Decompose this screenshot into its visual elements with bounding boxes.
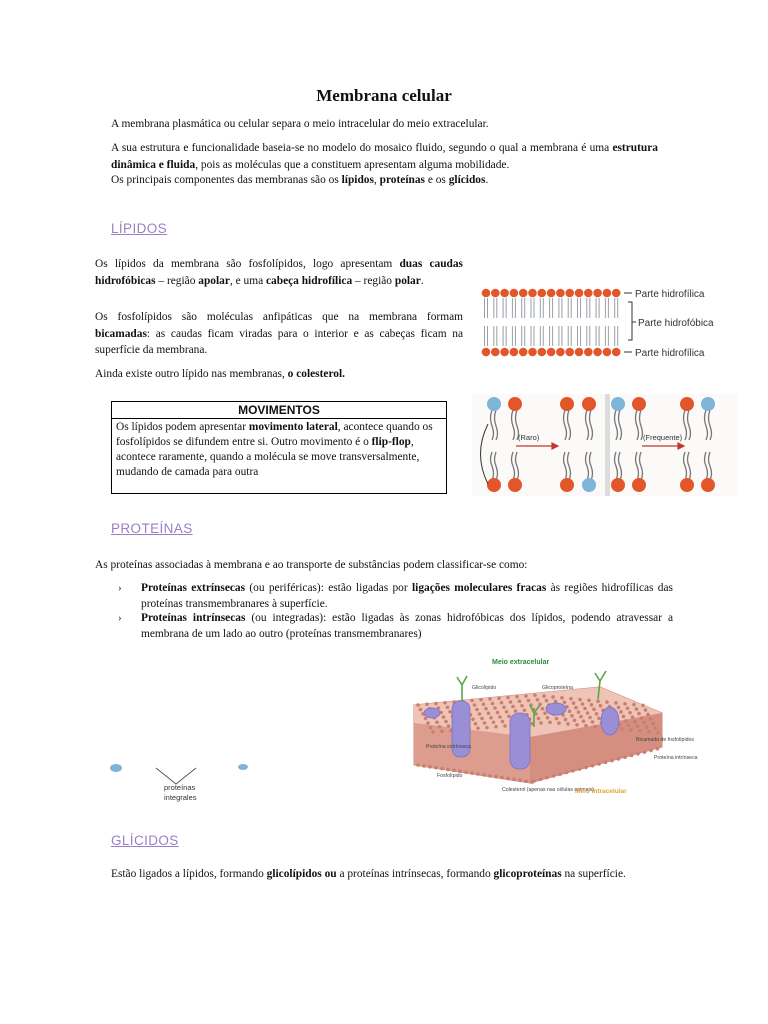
label-hydrophobic: Parte hidrofóbica (638, 318, 714, 329)
text: – região (352, 274, 395, 287)
glicidos-paragraph (111, 866, 677, 883)
movimentos-box (111, 401, 447, 494)
intro-bold: glícidos (448, 174, 486, 186)
bold: polar (394, 274, 421, 287)
bold: o colesterol. (287, 368, 346, 380)
intro-bold: proteínas (379, 174, 425, 186)
intro-bold: estrutura dinâmica e fluida (111, 142, 658, 171)
text: (ou periféricas): estão ligadas por (245, 582, 412, 594)
intro-bold: lípidos (341, 174, 374, 186)
bold: ligações moleculares fracas (411, 582, 547, 594)
text: Ainda existe outro lípido nas membranas, (95, 368, 288, 380)
integral-proteins-crop-figure (106, 762, 256, 806)
movimentos-heading: MOVIMENTOS (112, 402, 446, 419)
proteinas-bullet-list (0, 581, 768, 641)
bold: duas caudas hidrofóbicas (95, 258, 463, 287)
label-glicoproteina: Glicoproteína (542, 685, 573, 691)
label-proteinas: proteínas (164, 783, 196, 792)
label-bicamada: Bicamada de fosfolípidos (636, 737, 694, 743)
intro-text: . (485, 174, 489, 186)
text: , e uma (229, 274, 266, 287)
bold: Proteínas extrínsecas (141, 582, 246, 594)
lipidos-paragraph-1 (95, 256, 463, 289)
intro-paragraph-2 (111, 140, 658, 173)
phospholipid-bilayer-figure (478, 282, 740, 362)
proteinas-intro: As proteínas associadas à membrana e ao transporte de substâncias podem classificar-se como: (95, 559, 528, 571)
label-integrales: integrales (164, 793, 197, 802)
label-extrinseca: Proteína extrínseca (426, 744, 471, 750)
label-intrinseca: Proteína intrínseca (654, 755, 698, 761)
bilayer-molecules (482, 289, 621, 357)
text: Os lípidos da membrana são fosfolípidos, logo apresentam (95, 258, 400, 270)
bullet-mark: › (118, 612, 122, 624)
intro-text: , (373, 174, 380, 186)
text: – região (155, 274, 199, 287)
intro-paragraph-1: A membrana plasmática ou celular separa o meio intracelular do meio extracelular. (111, 118, 489, 130)
bullet-item-intrinsecas (141, 611, 673, 642)
text: Estão ligados a lípidos, formando (111, 868, 267, 880)
text: às regiões hidrofílicas das proteínas transmembranares à superfície. (141, 582, 673, 610)
label-fosfolipido: Fosfolípido (437, 773, 463, 779)
lipidos-paragraph-2 (95, 309, 463, 359)
bold: movimento lateral (248, 421, 338, 433)
movimentos-text (112, 419, 446, 481)
label-frequente: (Frequente) (643, 433, 683, 442)
fluid-mosaic-figure (410, 655, 698, 805)
label-glicolipido: Glicolípido (472, 685, 497, 691)
flip-flop-figure (472, 394, 738, 496)
bilayer-brackets (624, 293, 636, 352)
intro-text: A sua estrutura e funcionalidade baseia-se no modelo do mosaico fluido, segundo o qual a membrana é uma (111, 142, 613, 154)
intro-paragraph-3 (111, 172, 671, 189)
section-heading-lipidos: LÍPIDOS (111, 221, 168, 236)
lipidos-paragraph-3 (95, 366, 463, 383)
bold: glicolípidos ou (266, 868, 337, 880)
text: . (420, 274, 424, 287)
label-meio-extracelular: Meio extracelular (492, 659, 550, 666)
label-meio-intracelular: Meio intracelular (575, 788, 627, 795)
intro-text: , pois as moléculas que a constituem apresentam alguma mobilidade. (195, 158, 510, 171)
label-hydrophilic-top: Parte hidrofílica (635, 289, 705, 300)
text: Os fosfolípidos são moléculas anfipáticas que na membrana formam (95, 311, 463, 323)
bold: glicoproteínas (493, 868, 562, 880)
section-heading-glicidos: GLÍCIDOS (111, 833, 179, 848)
text: a proteínas intrínsecas, formando (336, 868, 494, 880)
text: (ou integradas): estão ligadas às zonas hidrofóbicas dos lípidos, podendo atravessar a membrana de um lado ao outro (proteínas transmembranares) (141, 612, 673, 640)
page-title: Membrana celular (316, 86, 452, 105)
bullet-mark: › (118, 582, 122, 594)
intro-text: e os (424, 174, 449, 186)
text: Os lípidos podem apresentar (116, 421, 249, 433)
bold: Proteínas intrínsecas (141, 612, 246, 624)
text: : as caudas ficam viradas para o interior e as cabeças ficam na superfície da membrana. (95, 327, 463, 356)
section-heading-proteinas: PROTEÍNAS (111, 521, 193, 536)
text: , acontece raramente, quando a molécula se move transversalmente, mudando de camada para outra (116, 436, 420, 478)
text: , acontece quando os fosfolípidos se difundem entre si. Outro movimento é o (116, 421, 433, 448)
bold: cabeça hidrofílica (265, 274, 353, 287)
label-raro: (Raro) (518, 433, 540, 442)
bold: flip-flop (371, 436, 411, 448)
bold: bicamadas (95, 327, 147, 340)
label-hydrophilic-bottom: Parte hidrofílica (635, 348, 705, 359)
bold: apolar (198, 274, 230, 287)
bullet-item-extrinsecas (141, 581, 673, 612)
label-colesterol: Colesterol (apenas nas células animais) (502, 787, 594, 793)
intro-text: Os principais componentes das membranas são os (111, 174, 342, 186)
text: na superfície. (561, 868, 626, 880)
